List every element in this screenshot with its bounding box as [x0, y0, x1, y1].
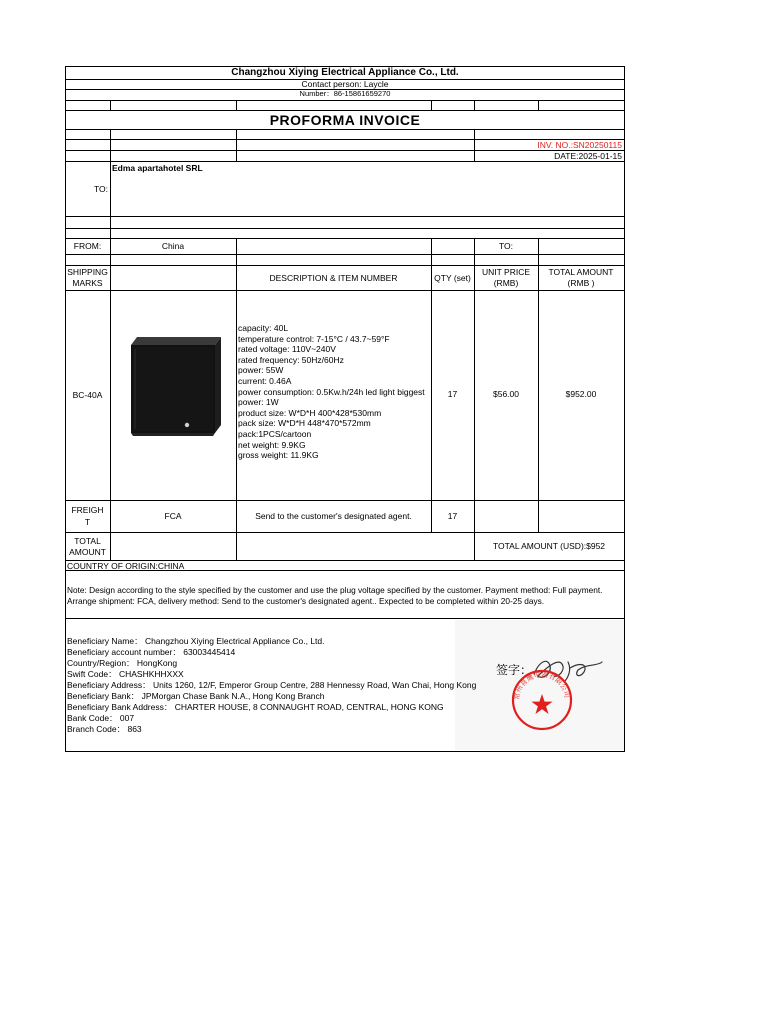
- contact-person: Contact person: Laycle: [301, 79, 389, 89]
- total-amount-header-line2: (RMB ): [567, 278, 595, 288]
- grid-line: [110, 129, 111, 161]
- invoice-date: DATE:2025-01-15: [554, 151, 622, 161]
- svg-text:常州喜鹰电器有限公司: 常州喜鹰电器有限公司: [512, 670, 572, 701]
- mini-fridge-image: [123, 333, 223, 437]
- total-label-line1: TOTAL: [74, 536, 101, 546]
- spec-line: temperature control: 7-15°C / 43.7~59°F: [238, 333, 390, 344]
- description-header: DESCRIPTION & ITEM NUMBER: [269, 273, 398, 283]
- item-total: $952.00: [565, 389, 597, 399]
- freight-term: FCA: [164, 511, 182, 521]
- grid-line: [65, 532, 625, 533]
- grid-line: [624, 66, 625, 752]
- spec-line: product size: W*D*H 400*428*530mm: [238, 407, 382, 418]
- recipient-name: Edma apartahotel SRL: [112, 163, 203, 173]
- grid-line: [236, 100, 237, 110]
- grid-line: [65, 290, 625, 291]
- grid-line: [65, 254, 625, 255]
- spec-line: power consumption: 0.5Kw.h/24h led light biggest: [238, 386, 425, 397]
- beneficiary-country: Country/Region： HongKong: [67, 658, 178, 668]
- beneficiary-account: Beneficiary account number： 63003445414: [67, 647, 236, 657]
- signature-label: 签字：: [496, 663, 533, 677]
- grid-line: [110, 161, 111, 238]
- beneficiary-bank-address: Beneficiary Bank Address： CHARTER HOUSE, 8 CONNAUGHT ROAD, CENTRAL, HONG KONG: [67, 702, 444, 712]
- total-label-line2: AMOUNT: [69, 547, 106, 557]
- grid-line: [65, 110, 625, 111]
- grid-line: [236, 129, 237, 161]
- bank-code: Bank Code： 007: [67, 713, 135, 723]
- grid-line: [431, 100, 432, 110]
- spec-line: capacity: 40L: [238, 323, 289, 333]
- grid-line: [65, 100, 625, 101]
- grid-line: [65, 228, 625, 229]
- spec-line: gross weight: 11.9KG: [238, 450, 319, 461]
- company-name: Changzhou Xiying Electrical Appliance Co., Ltd.: [231, 67, 459, 78]
- grid-line: [65, 500, 625, 501]
- contact-number: Number：86-15861659270: [299, 89, 391, 98]
- beneficiary-bank: Beneficiary Bank： JPMorgan Chase Bank N.A., Hong Kong Branch: [67, 691, 325, 701]
- shipping-marks-header-line2: MARKS: [72, 278, 103, 288]
- total-amount-header-line1: TOTAL AMOUNT: [548, 267, 614, 277]
- grid-line: [538, 100, 539, 110]
- grid-line: [474, 100, 475, 110]
- invoice-number: INV. NO.:SN20250115: [537, 140, 622, 150]
- grid-line: [65, 265, 625, 266]
- spec-line: net weight: 9.9KG: [238, 439, 306, 450]
- spec-line: pack:1PCS/cartoon: [238, 428, 312, 439]
- note-line-2: Arrange shipment: FCA, delivery method: Send to the customer's designated agent.. Expected to be completed within 20-25 days.: [67, 596, 545, 606]
- grid-line: [65, 238, 625, 239]
- grid-line: [65, 129, 625, 130]
- item-model: BC-40A: [72, 390, 103, 400]
- spec-line: power: 1W: [238, 397, 279, 408]
- beneficiary-address: Beneficiary Address： Units 1260, 12/F, Emperor Group Centre, 288 Hennessy Road, Wan Chai, Hong Kong: [67, 680, 477, 690]
- unit-price-header-line1: UNIT PRICE: [481, 267, 531, 277]
- grid-line: [65, 216, 625, 217]
- spec-line: rated frequency: 50Hz/60Hz: [238, 354, 344, 365]
- item-unit-price: $56.00: [493, 389, 519, 399]
- item-qty: 17: [447, 389, 458, 399]
- beneficiary-name: Beneficiary Name： Changzhou Xiying Electrical Appliance Co., Ltd.: [67, 636, 325, 646]
- grid-line: [65, 618, 625, 619]
- grid-line: [65, 751, 625, 752]
- from-label: FROM:: [73, 241, 102, 251]
- freight-note: Send to the customer's designated agent.: [255, 511, 412, 521]
- from-value: China: [161, 241, 185, 251]
- freight-label-line1: FREIGH: [71, 505, 104, 515]
- grid-line: [110, 100, 111, 110]
- grid-line: [65, 66, 66, 752]
- total-amount-usd: TOTAL AMOUNT (USD):$952: [492, 541, 606, 551]
- freight-qty: 17: [447, 511, 458, 521]
- spec-line: rated voltage: 110V~240V: [238, 344, 336, 355]
- country-of-origin: COUNTRY OF ORIGIN:CHINA: [67, 561, 185, 571]
- grid-line: [474, 129, 475, 161]
- spec-line: pack size: W*D*H 448*470*572mm: [238, 418, 371, 429]
- grid-line: [65, 161, 625, 162]
- freight-label-line2: T: [84, 517, 91, 527]
- spec-line: current: 0.46A: [238, 375, 292, 386]
- to-label: TO:: [93, 184, 108, 194]
- swift-code: Swift Code： CHASHKHHXXX: [67, 669, 184, 679]
- company-seal: [492, 650, 592, 750]
- branch-code: Branch Code： 863: [67, 724, 142, 734]
- shipping-marks-header-line1: SHIPPING: [67, 267, 108, 277]
- note-line-1: Note: Design according to the style specified by the customer and use the plug voltage specified by the customer. Payment method: Full payment.: [67, 585, 603, 595]
- spec-line: power: 55W: [238, 365, 284, 376]
- qty-header: QTY (set): [434, 273, 471, 283]
- document-title: PROFORMA INVOICE: [269, 112, 421, 128]
- to-port-label: TO:: [498, 241, 513, 251]
- item-specs: [238, 323, 425, 461]
- unit-price-header-line2: (RMB): [493, 278, 519, 288]
